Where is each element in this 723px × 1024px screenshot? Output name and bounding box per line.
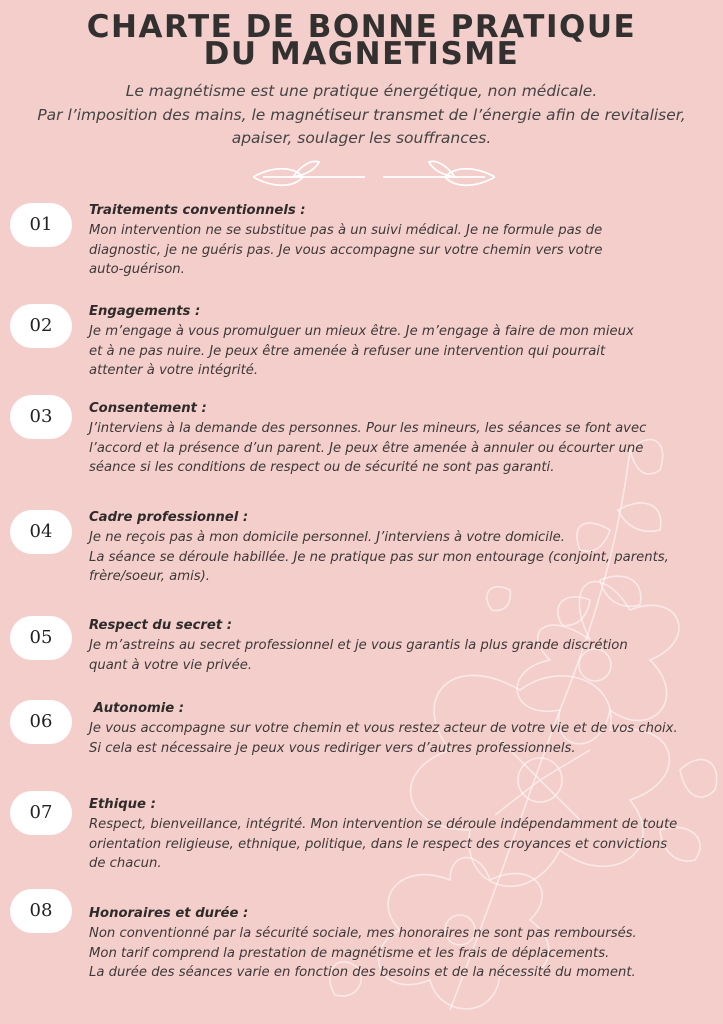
- item-number-badge: 06: [10, 700, 72, 744]
- intro-line-1: Le magnétisme est une pratique énergétique, non médicale.: [125, 82, 598, 100]
- item-heading: Autonomie :: [89, 701, 185, 716]
- item-line: Je m’astreins au secret professionnel et je vous garantis la plus grande discrétion: [89, 637, 628, 653]
- item-text: [89, 616, 719, 675]
- item-line: séance si les conditions de respect ou de sécurité ne sont pas garanti.: [89, 460, 555, 476]
- intro-line-3: apaiser, soulager les souffrances.: [231, 129, 492, 147]
- item-line: Je m’engage à vous promulguer un mieux être. Je m’engage à faire de mon mieux: [89, 323, 634, 339]
- intro-text: [0, 80, 723, 151]
- item-text: [89, 302, 719, 381]
- item-text: [89, 904, 719, 983]
- item-line: orientation religieuse, ethnique, politique, dans le respect des croyances et convictions: [89, 836, 668, 852]
- item-text: [89, 399, 719, 478]
- item-line: Respect, bienveillance, intégrité. Mon intervention se déroule indépendamment de toute: [89, 816, 678, 832]
- item-text: [89, 201, 719, 280]
- item-number-badge: 04: [10, 510, 72, 554]
- item-line: Si cela est nécessaire je peux vous rediriger vers d’autres professionnels.: [89, 740, 576, 756]
- item-number-badge: 02: [10, 304, 72, 348]
- intro-line-2: Par l’imposition des mains, le magnétiseur transmet de l’énergie afin de revitaliser,: [37, 105, 686, 124]
- item-heading: Traitements conventionnels :: [89, 203, 306, 218]
- item-line: Je vous accompagne sur votre chemin et vous restez acteur de votre vie et de vos choix.: [89, 720, 678, 736]
- item-text: [89, 699, 719, 758]
- item-line: Non conventionné par la sécurité sociale, mes honoraires ne sont pas remboursés.: [89, 925, 637, 941]
- page-title: [0, 9, 723, 72]
- item-line: J’interviens à la demande des personnes. Pour les mineurs, les séances se font avec: [89, 420, 647, 436]
- item-heading: Consentement :: [89, 401, 207, 416]
- item-line: La durée des séances varie en fonction des besoins et de la nécessité du moment.: [89, 965, 636, 981]
- item-line: La séance se déroule habillée. Je ne pratique pas sur mon entourage (conjoint, parents,: [89, 549, 669, 565]
- item-line: auto-guérison.: [89, 262, 185, 278]
- item-text: [89, 795, 719, 874]
- item-number-badge: 07: [10, 791, 72, 835]
- item-text: [89, 508, 719, 587]
- item-heading: Ethique :: [89, 797, 156, 812]
- item-line: quant à votre vie privée.: [89, 657, 253, 673]
- item-line: de chacun.: [89, 856, 162, 872]
- item-number-badge: 01: [10, 203, 72, 247]
- item-line: Mon tarif comprend la prestation de magnétisme et les frais de déplacements.: [89, 945, 610, 961]
- item-line: Mon intervention ne se substitue pas à un suivi médical. Je ne formule pas de: [89, 222, 603, 238]
- item-heading: Honoraires et durée :: [89, 906, 249, 921]
- title-line-2: DU MAGNETISME: [203, 36, 520, 72]
- item-line: attenter à votre intégrité.: [89, 363, 259, 379]
- title-line-1: CHARTE DE BONNE PRATIQUE: [86, 9, 637, 45]
- item-heading: Engagements :: [89, 304, 201, 319]
- item-heading: Respect du secret :: [89, 618, 233, 633]
- item-line: Je ne reçois pas à mon domicile personnel. J’interviens à votre domicile.: [89, 529, 565, 545]
- item-heading: Cadre professionnel :: [89, 510, 249, 525]
- item-line: et à ne pas nuire. Je peux être amenée à refuser une intervention qui pourrait: [89, 343, 606, 359]
- leaf-divider-icon: [253, 158, 495, 196]
- item-line: diagnostic, je ne guéris pas. Je vous accompagne sur votre chemin vers votre: [89, 242, 603, 258]
- item-line: l’accord et la présence d’un parent. Je peux être amenée à annuler ou écourter une: [89, 440, 644, 456]
- item-number-badge: 05: [10, 616, 72, 660]
- item-number-badge: 03: [10, 395, 72, 439]
- item-number-badge: 08: [10, 889, 72, 933]
- item-line: frère/soeur, amis).: [89, 569, 210, 585]
